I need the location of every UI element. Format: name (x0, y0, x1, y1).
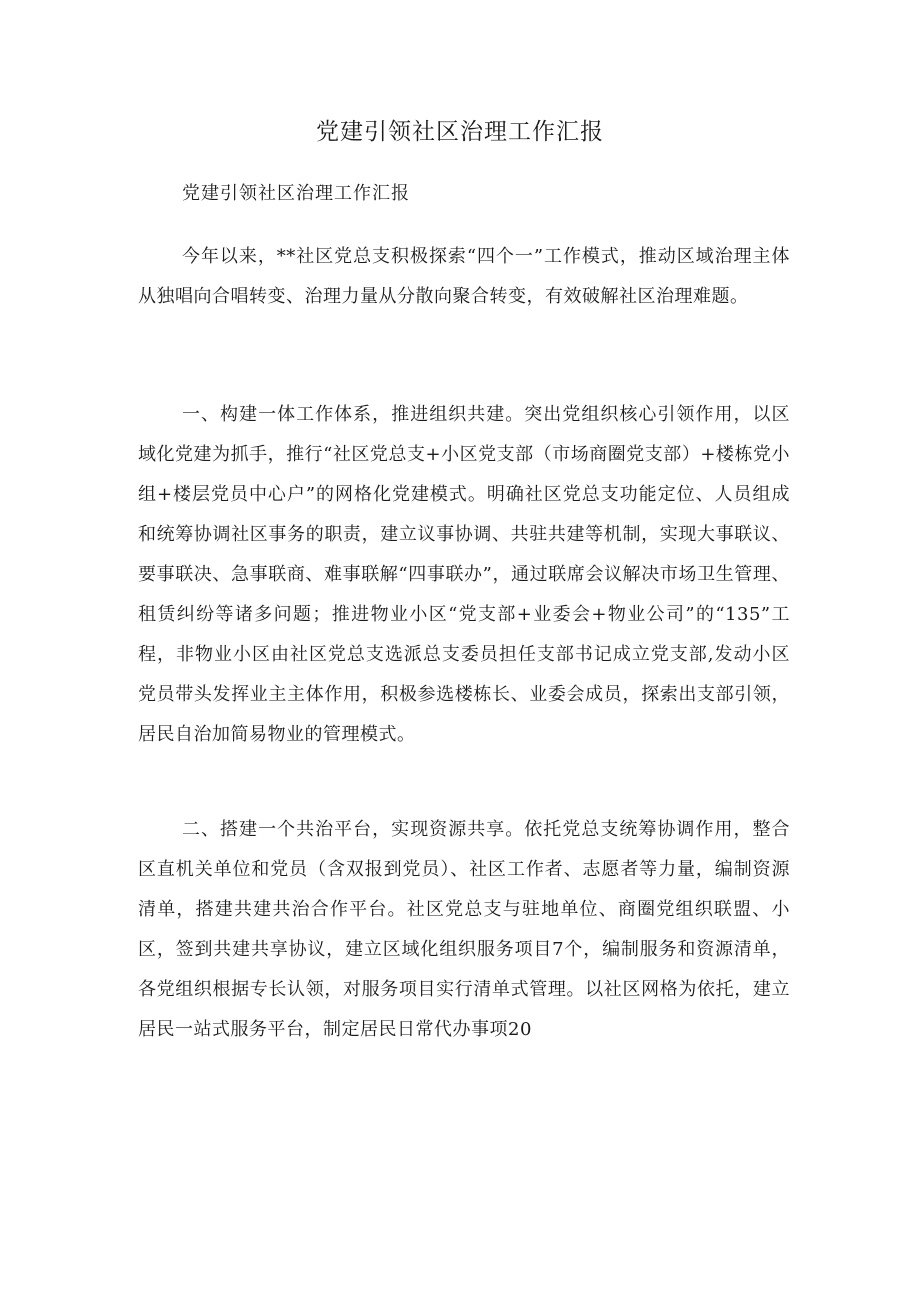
document-subtitle: 党建引领社区治理工作汇报 (182, 183, 410, 204)
paragraph-section-one: 一、构建一体工作体系，推进组织共建。突出党组织核心引领作用，以区域化党建为抓手，推行“社区党总支+小区党支部（市场商圈党支部）+楼栋党小组+楼层党员中心户”的网格化党建模式。明确社区党总支功能定位、人员组成和统筹协调社区事务的职责，建立议事协调、共驻共建等机制，实现大事联议、要事联决、急事联商、难事联解“四事联办”，通过联席会议解决市场卫生管理、租赁纠纷等诸多问题；推进物业小区“党支部+业委会+物业公司”的“135”工程，非物业小区由社区党总支选派总支委员担任支部书记成立党支部,发动小区党员带头发挥业主主体作用，积极参选楼栋长、业委会成员，探索出支部引领，居民自治加简易物业的管理模式。 (138, 404, 790, 745)
paragraph-intro: 今年以来，**社区党总支积极探索“四个一”工作模式，推动区域治理主体从独唱向合唱转变、治理力量从分散向聚合转变，有效破解社区治理难题。 (138, 246, 790, 307)
document-title: 党建引领社区治理工作汇报 (316, 119, 604, 145)
paragraph-section-two: 二、搭建一个共治平台，实现资源共享。依托党总支统筹协调作用，整合区直机关单位和党员（含双报到党员）、社区工作者、志愿者等力量，编制资源清单，搭建共建共治合作平台。社区党总支与驻地单位、商圈党组织联盟、小区，签到共建共享协议，建立区域化组织服务项目7个，编制服务和资源清单，各党组织根据专长认领，对服务项目实行清单式管理。以社区网格为依托，建立居民一站式服务平台，制定居民日常代办事项20 (138, 819, 790, 1040)
